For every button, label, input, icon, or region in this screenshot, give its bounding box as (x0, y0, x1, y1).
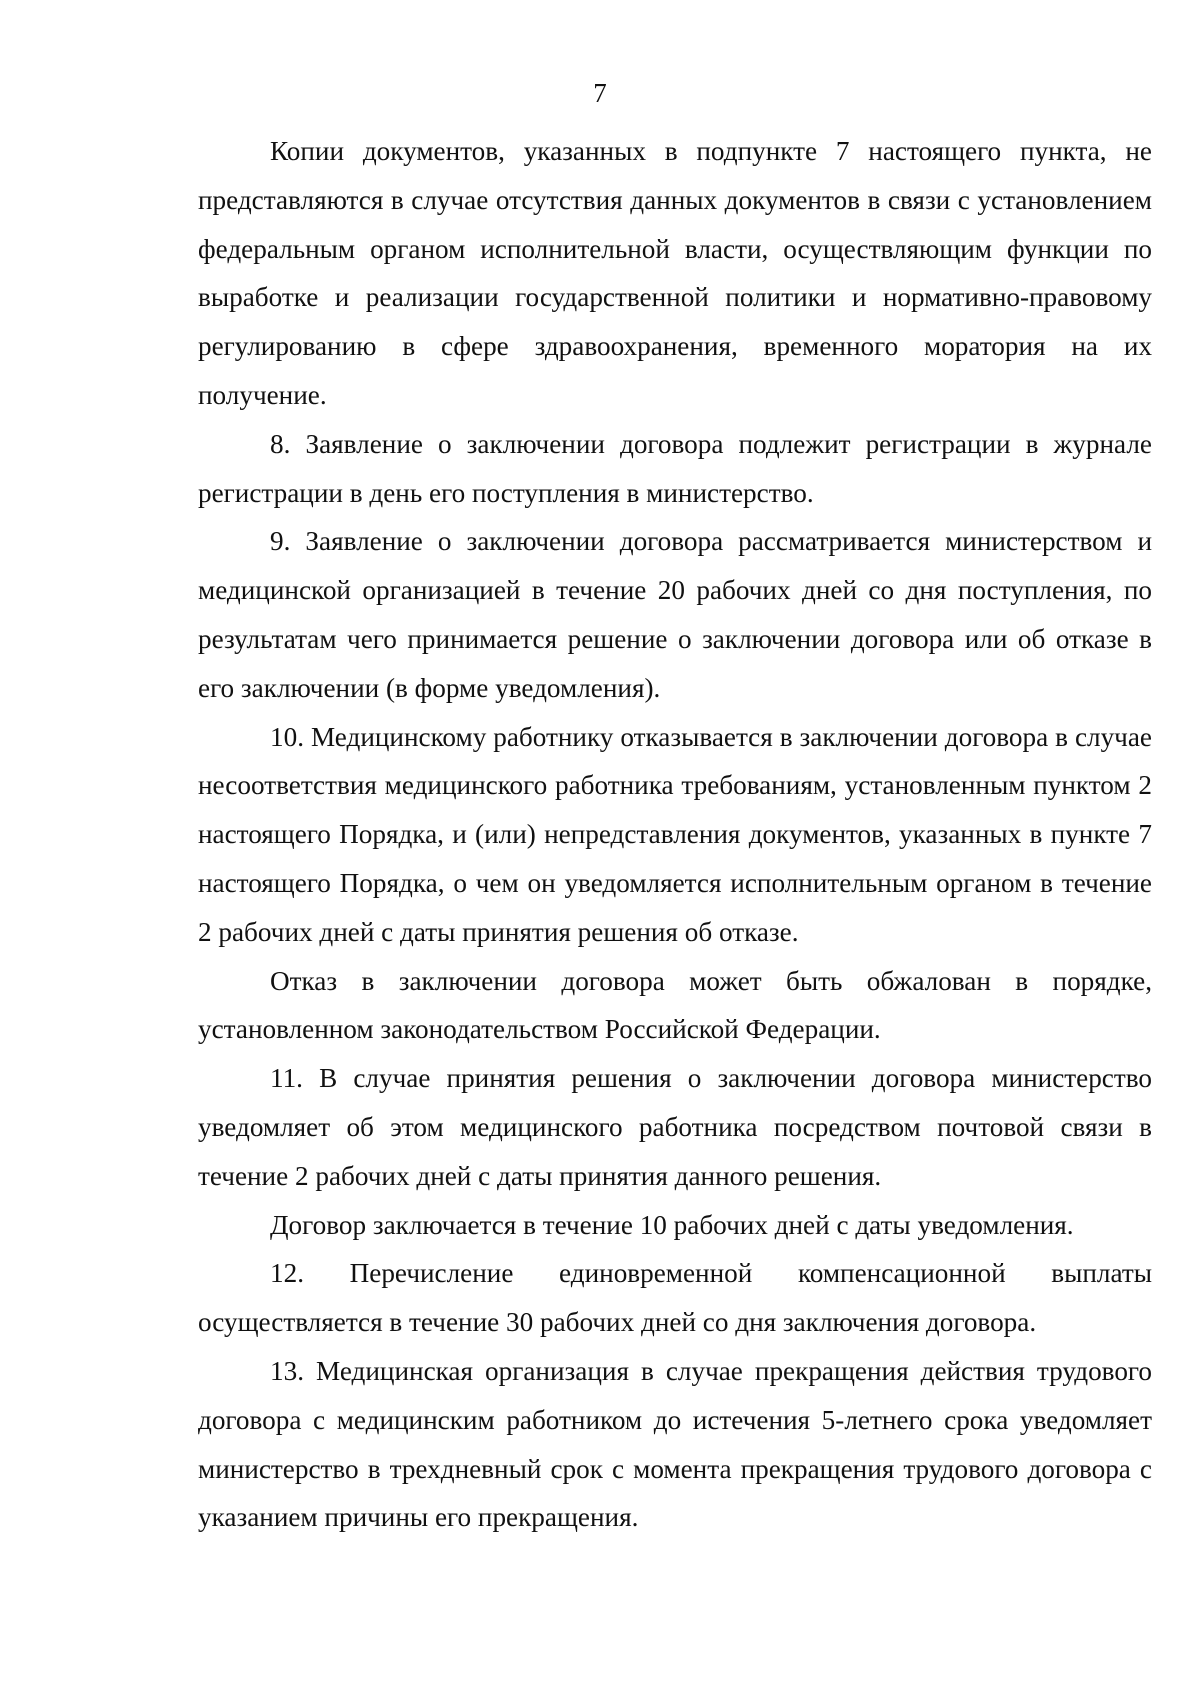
paragraph-item-13: 13. Медицинская организация в случае прекращения действия трудового договора с медицинским работником до истечения 5-летнего срока уведомляет министерство в трехдневный срок с момента прекращения трудового договора с указанием причины его прекращения. (198, 1355, 1152, 1533)
paragraph-item-9: 9. Заявление о заключении договора рассматривается министерством и медицинской организацией в течение 20 рабочих дней со дня поступления, по результатам чего принимается решение о заключении договора или об отказе в его заключении (в форме уведомления). (198, 526, 1152, 703)
document-body (198, 127, 1152, 1542)
page-number: 7 (593, 78, 607, 108)
paragraph-item-8: 8. Заявление о заключении договора подлежит регистрации в журнале регистрации в день его поступления в министерство. (198, 428, 1152, 508)
paragraph-item-12: 12. Перечисление единовременной компенсационной выплаты осуществляется в течение 30 рабочих дней со дня заключения договора. (198, 1258, 1152, 1338)
paragraph-item-10: 10. Медицинскому работнику отказывается в заключении договора в случае несоответствия медицинского работника требованиям, установленным пунктом 2 настоящего Порядка, и (или) непредставления документов, указанных в пункте 7 настоящего Порядка, о чем он уведомляется исполнительным органом в течение 2 рабочих дней с даты принятия решения об отказе. (198, 721, 1152, 947)
paragraph-contract-term: Договор заключается в течение 10 рабочих дней с даты уведомления. (270, 1209, 1074, 1240)
paragraph-refusal-appeal: Отказ в заключении договора может быть обжалован в порядке, установленном законодательством Российской Федерации. (198, 965, 1152, 1045)
paragraph-item-11: 11. В случае принятия решения о заключении договора министерство уведомляет об этом медицинского работника посредством почтовой связи в течение 2 рабочих дней с даты принятия данного решения. (198, 1063, 1152, 1191)
paragraph-copies-not-submitted: Копии документов, указанных в подпункте 7 настоящего пункта, не представляются в случае отсутствия данных документов в связи с установлением федеральным органом исполнительной власти, осуществляющим функции по выработке и реализации государственной политики и нормативно-правовому регулированию в сфере здравоохранения, временного моратория на их получение. (198, 136, 1152, 410)
